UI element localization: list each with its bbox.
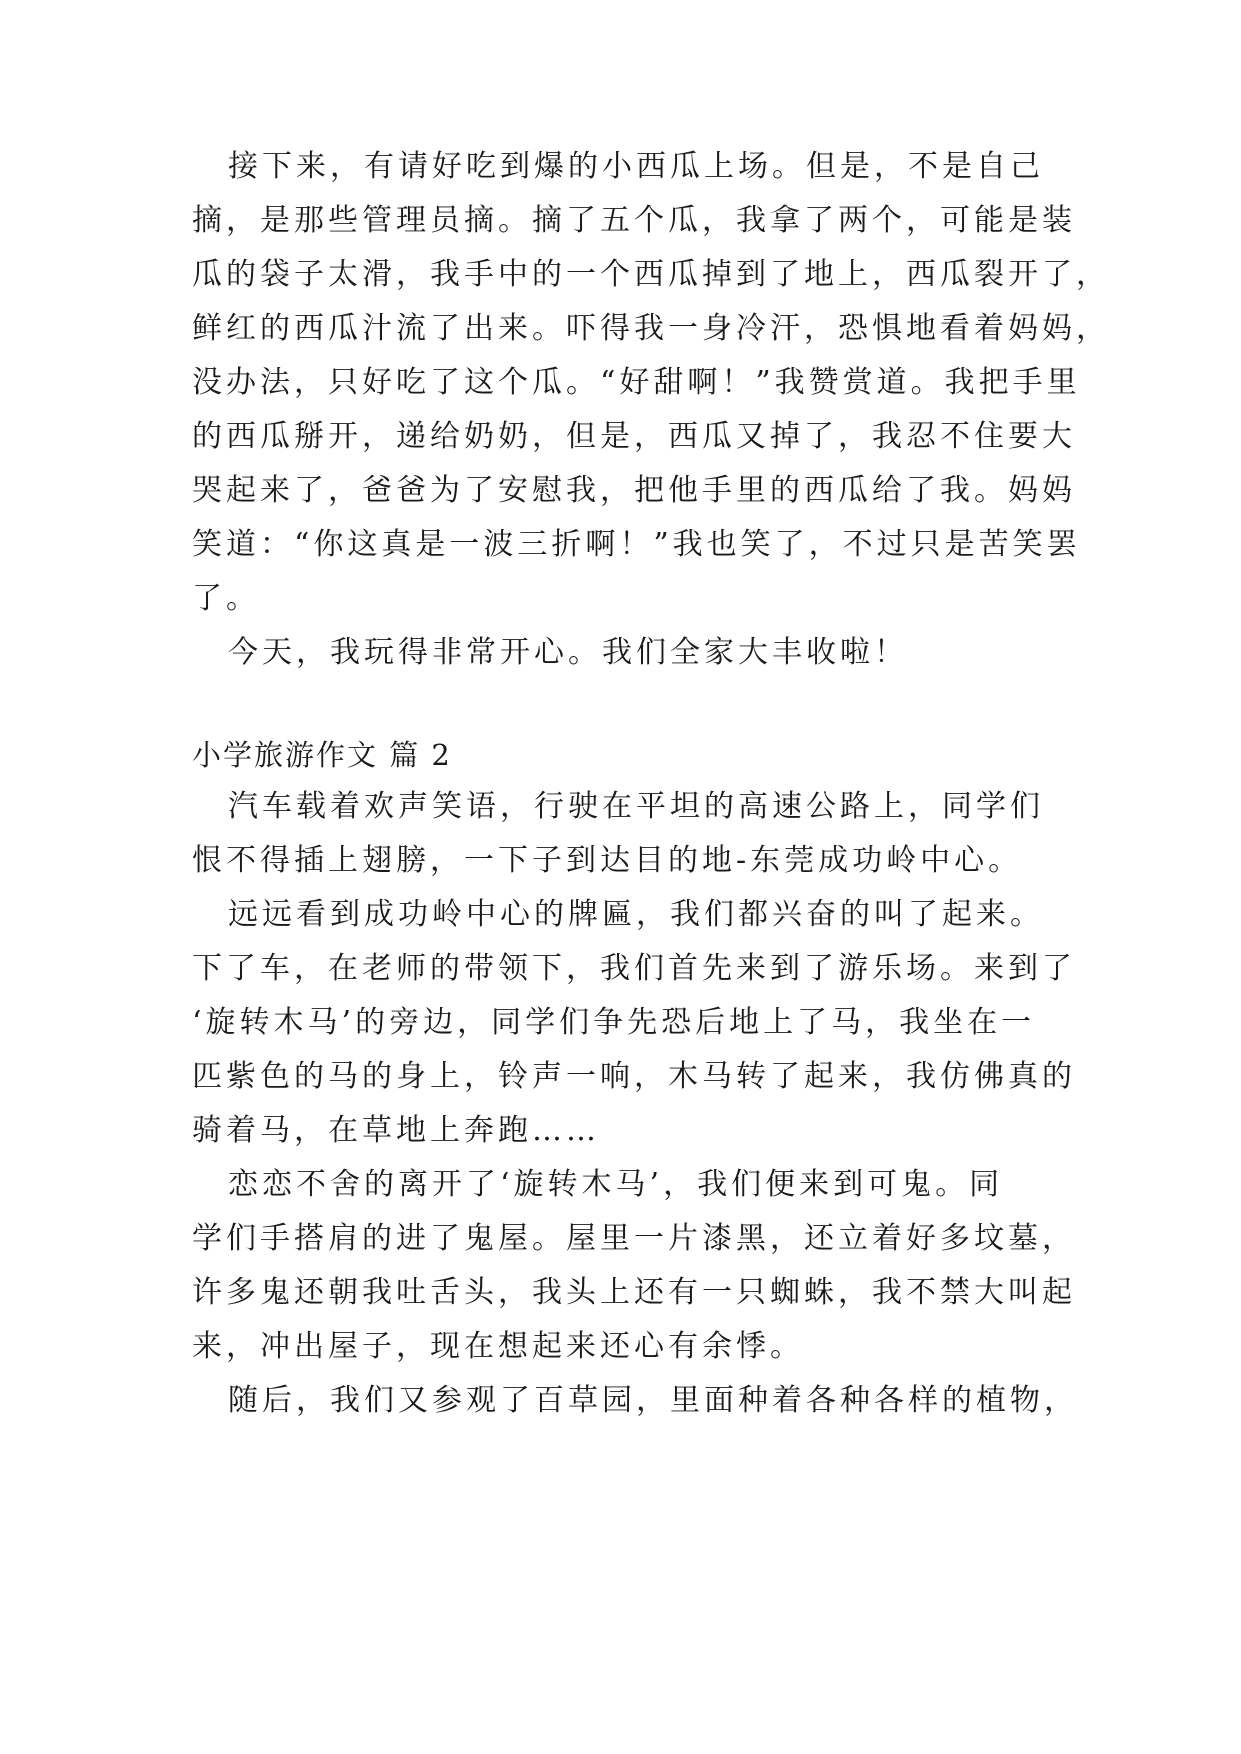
- text-line: 许多鬼还朝我吐舌头，我头上还有一只蜘蛛，我不禁大叫起: [192, 1275, 1076, 1310]
- text-line: 鲜红的西瓜汁流了出来。吓得我一身冷汗，恐惧地看着妈妈，: [192, 311, 1110, 346]
- text-line: 接下来，有请好吃到爆的小西瓜上场。但是，不是自己: [228, 149, 1044, 184]
- text-line: ‘旋转木马’的旁边，同学们争先恐后地上了马，我坐在一: [192, 1005, 1036, 1040]
- text-line: 来，冲出屋子，现在想起来还心有余悸。: [192, 1329, 804, 1364]
- text-line: 没办法，只好吃了这个瓜。“好甜啊！”我赞赏道。我把手里: [192, 365, 1081, 400]
- text-line: 汽车载着欢声笑语，行驶在平坦的高速公路上，同学们: [228, 789, 1044, 824]
- text-line: 学们手搭肩的进了鬼屋。屋里一片漆黑，还立着好多坟墓，: [192, 1221, 1076, 1256]
- text-line: 摘，是那些管理员摘。摘了五个瓜，我拿了两个，可能是装: [192, 203, 1076, 238]
- text-line: 随后，我们又参观了百草园，里面种着各种各样的植物，: [228, 1383, 1078, 1418]
- text-line: 哭起来了，爸爸为了安慰我，把他手里的西瓜给了我。妈妈: [192, 473, 1076, 508]
- section-heading: 小学旅游作文 篇 2: [192, 738, 452, 772]
- text-line: 瓜的袋子太滑，我手中的一个西瓜掉到了地上，西瓜裂开了，: [192, 257, 1110, 292]
- text-line: 下了车，在老师的带领下，我们首先来到了游乐场。来到了: [192, 951, 1076, 986]
- text-line: 的西瓜掰开，递给奶奶，但是，西瓜又掉了，我忍不住要大: [192, 419, 1076, 454]
- text-line: 匹紫色的马的身上，铃声一响，木马转了起来，我仿佛真的: [192, 1059, 1076, 1094]
- text-line: 了。: [192, 581, 260, 616]
- text-line: 骑着马，在草地上奔跑……: [192, 1113, 600, 1148]
- text-line: 笑道：“你这真是一波三折啊！”我也笑了，不过只是苦笑罢: [192, 527, 1081, 562]
- text-line: 今天，我玩得非常开心。我们全家大丰收啦！: [228, 635, 908, 670]
- text-line: 远远看到成功岭中心的牌匾，我们都兴奋的叫了起来。: [228, 897, 1044, 932]
- text-line: 恋恋不舍的离开了‘旋转木马’，我们便来到可鬼。同: [228, 1167, 1004, 1202]
- text-line: 恨不得插上翅膀，一下子到达目的地-东莞成功岭中心。: [192, 843, 1023, 878]
